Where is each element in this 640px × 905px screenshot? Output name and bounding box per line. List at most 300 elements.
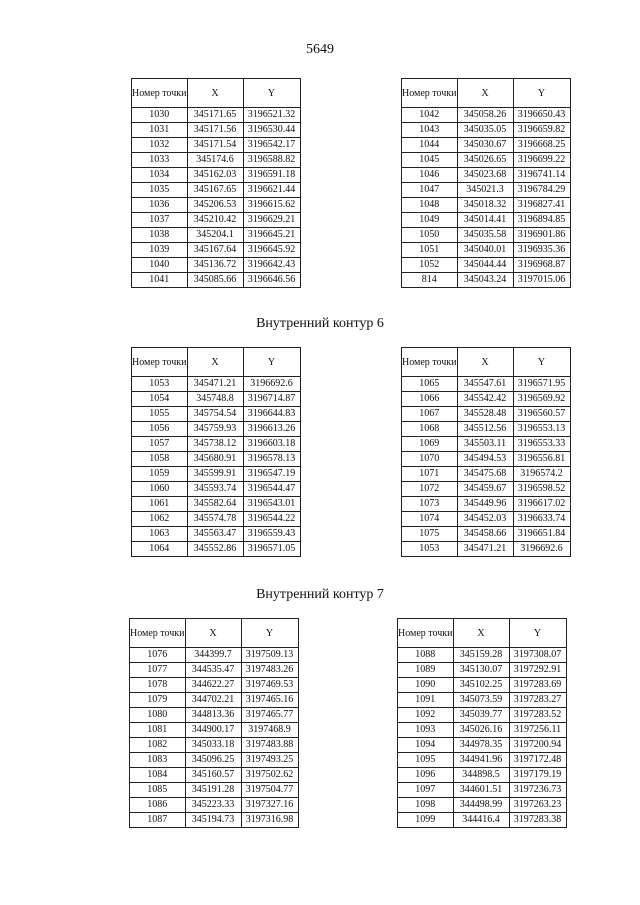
y-cell: 3196668.25 (513, 138, 570, 153)
point-number-cell: 1036 (132, 198, 188, 213)
point-number-cell: 1081 (130, 723, 186, 738)
y-cell: 3196617.02 (513, 497, 570, 512)
table-row (132, 153, 301, 168)
point-number-cell: 1046 (402, 168, 458, 183)
point-number-cell: 1060 (132, 482, 188, 497)
table-row (132, 467, 301, 482)
header-x: X (453, 619, 509, 648)
y-cell: 3196556.81 (513, 452, 570, 467)
table-row (402, 467, 571, 482)
x-cell: 345471.21 (187, 377, 243, 392)
header-y: Y (243, 348, 300, 377)
header-y: Y (241, 619, 298, 648)
table-row (130, 783, 299, 798)
point-number-cell: 1093 (398, 723, 454, 738)
header-point-number: Номер точки (398, 619, 454, 648)
y-cell: 3196574.2 (513, 467, 570, 482)
y-cell: 3197283.69 (509, 678, 566, 693)
point-number-cell: 1033 (132, 153, 188, 168)
table-row (132, 108, 301, 123)
x-cell: 345167.64 (187, 243, 243, 258)
point-number-cell: 1075 (402, 527, 458, 542)
point-number-cell: 1061 (132, 497, 188, 512)
table-row (402, 123, 571, 138)
x-cell: 345547.61 (457, 377, 513, 392)
table-row (130, 768, 299, 783)
x-cell: 345130.07 (453, 663, 509, 678)
table-row (132, 258, 301, 273)
x-cell: 345171.56 (187, 123, 243, 138)
x-cell: 345160.57 (185, 768, 241, 783)
x-cell: 344898.5 (453, 768, 509, 783)
coordinate-table (131, 347, 301, 557)
point-number-cell: 1073 (402, 497, 458, 512)
table-row (130, 813, 299, 828)
point-number-cell: 1049 (402, 213, 458, 228)
y-cell: 3196547.19 (243, 467, 300, 482)
header-x: X (457, 348, 513, 377)
page-number: 5649 (306, 42, 334, 57)
header-y: Y (243, 79, 300, 108)
point-number-cell: 1090 (398, 678, 454, 693)
x-cell: 345748.8 (187, 392, 243, 407)
x-cell: 344978.35 (453, 738, 509, 753)
point-number-cell: 1083 (130, 753, 186, 768)
y-cell: 3196530.44 (243, 123, 300, 138)
x-cell: 345542.42 (457, 392, 513, 407)
table-row (130, 723, 299, 738)
table-row (132, 497, 301, 512)
y-cell: 3196633.74 (513, 512, 570, 527)
x-cell: 345599.91 (187, 467, 243, 482)
point-number-cell: 1074 (402, 512, 458, 527)
coordinate-table (397, 618, 567, 828)
x-cell: 345159.28 (453, 648, 509, 663)
y-cell: 3197236.73 (509, 783, 566, 798)
table-header-row (130, 619, 299, 648)
x-cell: 344535.47 (185, 663, 241, 678)
table-row (402, 243, 571, 258)
point-number-cell: 1042 (402, 108, 458, 123)
header-x: X (187, 79, 243, 108)
y-cell: 3197493.25 (241, 753, 298, 768)
x-cell: 345452.03 (457, 512, 513, 527)
x-cell: 345503.11 (457, 437, 513, 452)
table-row (130, 693, 299, 708)
x-cell: 345136.72 (187, 258, 243, 273)
table-row (402, 497, 571, 512)
y-cell: 3196659.82 (513, 123, 570, 138)
table-row (402, 213, 571, 228)
point-number-cell: 1043 (402, 123, 458, 138)
y-cell: 3196894.85 (513, 213, 570, 228)
table-row (398, 723, 567, 738)
table-row (402, 482, 571, 497)
x-cell: 345458.66 (457, 527, 513, 542)
y-cell: 3196559.43 (243, 527, 300, 542)
table-row (132, 422, 301, 437)
y-cell: 3196645.92 (243, 243, 300, 258)
y-cell: 3196569.92 (513, 392, 570, 407)
table-row (402, 168, 571, 183)
table-row (398, 753, 567, 768)
x-cell: 345085.66 (187, 273, 243, 288)
point-number-cell: 1096 (398, 768, 454, 783)
y-cell: 3197200.94 (509, 738, 566, 753)
point-number-cell: 1038 (132, 228, 188, 243)
point-number-cell: 1098 (398, 798, 454, 813)
y-cell: 3196741.14 (513, 168, 570, 183)
y-cell: 3197316.98 (241, 813, 298, 828)
y-cell: 3197283.38 (509, 813, 566, 828)
x-cell: 344702.21 (185, 693, 241, 708)
y-cell: 3196646.56 (243, 273, 300, 288)
header-point-number: Номер точки (132, 348, 188, 377)
point-number-cell: 1044 (402, 138, 458, 153)
point-number-cell: 1069 (402, 437, 458, 452)
y-cell: 3196613.26 (243, 422, 300, 437)
table-row (402, 377, 571, 392)
y-cell: 3197292.91 (509, 663, 566, 678)
x-cell: 345552.86 (187, 542, 243, 557)
x-cell: 345073.59 (453, 693, 509, 708)
y-cell: 3196645.21 (243, 228, 300, 243)
point-number-cell: 1052 (402, 258, 458, 273)
y-cell: 3196578.13 (243, 452, 300, 467)
header-x: X (457, 79, 513, 108)
coordinate-table (131, 78, 301, 288)
y-cell: 3197504.77 (241, 783, 298, 798)
x-cell: 345026.65 (457, 153, 513, 168)
x-cell: 345738.12 (187, 437, 243, 452)
table-row (402, 183, 571, 198)
x-cell: 344498.99 (453, 798, 509, 813)
table-row (398, 813, 567, 828)
x-cell: 345593.74 (187, 482, 243, 497)
table-row (132, 273, 301, 288)
x-cell: 345754.54 (187, 407, 243, 422)
table-row (132, 392, 301, 407)
section-title-contour-7: Внутренний контур 7 (256, 587, 384, 602)
y-cell: 3196521.32 (243, 108, 300, 123)
header-y: Y (509, 619, 566, 648)
point-number-cell: 1037 (132, 213, 188, 228)
x-cell: 345563.47 (187, 527, 243, 542)
point-number-cell: 1084 (130, 768, 186, 783)
y-cell: 3196621.44 (243, 183, 300, 198)
x-cell: 345223.33 (185, 798, 241, 813)
table-row (132, 168, 301, 183)
point-number-cell: 1099 (398, 813, 454, 828)
x-cell: 344813.36 (185, 708, 241, 723)
point-number-cell: 1053 (402, 542, 458, 557)
point-number-cell: 1063 (132, 527, 188, 542)
table-header-row (398, 619, 567, 648)
x-cell: 344399.7 (185, 648, 241, 663)
point-number-cell: 1094 (398, 738, 454, 753)
point-number-cell: 1072 (402, 482, 458, 497)
y-cell: 3196588.82 (243, 153, 300, 168)
y-cell: 3196642.43 (243, 258, 300, 273)
y-cell: 3196591.18 (243, 168, 300, 183)
x-cell: 345512.56 (457, 422, 513, 437)
y-cell: 3196699.22 (513, 153, 570, 168)
y-cell: 3197256.11 (509, 723, 566, 738)
y-cell: 3197172.48 (509, 753, 566, 768)
point-number-cell: 1071 (402, 467, 458, 482)
point-number-cell: 1062 (132, 512, 188, 527)
table-row (402, 228, 571, 243)
table-row (402, 258, 571, 273)
y-cell: 3197468.9 (241, 723, 298, 738)
x-cell: 345035.58 (457, 228, 513, 243)
x-cell: 345018.32 (457, 198, 513, 213)
x-cell: 344416.4 (453, 813, 509, 828)
point-number-cell: 1039 (132, 243, 188, 258)
x-cell: 345023.68 (457, 168, 513, 183)
section-title-contour-6: Внутренний контур 6 (256, 316, 384, 331)
y-cell: 3196901.86 (513, 228, 570, 243)
point-number-cell: 1040 (132, 258, 188, 273)
y-cell: 3197283.27 (509, 693, 566, 708)
point-number-cell: 1079 (130, 693, 186, 708)
x-cell: 345021.3 (457, 183, 513, 198)
header-y: Y (513, 79, 570, 108)
y-cell: 3196542.17 (243, 138, 300, 153)
table-row (130, 738, 299, 753)
point-number-cell: 1078 (130, 678, 186, 693)
point-number-cell: 1066 (402, 392, 458, 407)
table-row (132, 243, 301, 258)
point-number-cell: 1031 (132, 123, 188, 138)
header-point-number: Номер точки (130, 619, 186, 648)
point-number-cell: 1091 (398, 693, 454, 708)
table-row (402, 392, 571, 407)
point-number-cell: 1070 (402, 452, 458, 467)
header-x: X (187, 348, 243, 377)
y-cell: 3197483.26 (241, 663, 298, 678)
table-row (398, 768, 567, 783)
table-row (130, 708, 299, 723)
table-row (398, 693, 567, 708)
table-row (402, 542, 571, 557)
point-number-cell: 1097 (398, 783, 454, 798)
table-row (132, 138, 301, 153)
x-cell: 345459.67 (457, 482, 513, 497)
table-row (132, 407, 301, 422)
y-cell: 3196553.13 (513, 422, 570, 437)
point-number-cell: 1064 (132, 542, 188, 557)
x-cell: 345039.77 (453, 708, 509, 723)
table-row (132, 213, 301, 228)
point-number-cell: 1068 (402, 422, 458, 437)
coordinate-table (401, 78, 571, 288)
table-row (130, 663, 299, 678)
table-header-row (402, 79, 571, 108)
table-row (402, 527, 571, 542)
y-cell: 3196615.62 (243, 198, 300, 213)
point-number-cell: 1065 (402, 377, 458, 392)
table-row (132, 527, 301, 542)
y-cell: 3196560.57 (513, 407, 570, 422)
point-number-cell: 1034 (132, 168, 188, 183)
point-number-cell: 1055 (132, 407, 188, 422)
point-number-cell: 1053 (132, 377, 188, 392)
y-cell: 3197465.77 (241, 708, 298, 723)
y-cell: 3196603.18 (243, 437, 300, 452)
y-cell: 3196598.52 (513, 482, 570, 497)
y-cell: 3197015.06 (513, 273, 570, 288)
table-row (132, 512, 301, 527)
table-row (402, 452, 571, 467)
table-row (402, 437, 571, 452)
table-row (402, 512, 571, 527)
point-number-cell: 1076 (130, 648, 186, 663)
x-cell: 345102.25 (453, 678, 509, 693)
table-row (132, 123, 301, 138)
point-number-cell: 1082 (130, 738, 186, 753)
table-row (132, 542, 301, 557)
y-cell: 3196784.29 (513, 183, 570, 198)
y-cell: 3197283.52 (509, 708, 566, 723)
x-cell: 344622.27 (185, 678, 241, 693)
coordinate-table (401, 347, 571, 557)
point-number-cell: 1085 (130, 783, 186, 798)
point-number-cell: 1056 (132, 422, 188, 437)
x-cell: 345033.18 (185, 738, 241, 753)
point-number-cell: 1058 (132, 452, 188, 467)
table-row (402, 407, 571, 422)
table-row (132, 452, 301, 467)
table-row (130, 798, 299, 813)
x-cell: 345759.93 (187, 422, 243, 437)
x-cell: 345026.16 (453, 723, 509, 738)
x-cell: 345058.26 (457, 108, 513, 123)
y-cell: 3197465.16 (241, 693, 298, 708)
x-cell: 345206.53 (187, 198, 243, 213)
table-row (398, 663, 567, 678)
header-point-number: Номер точки (132, 79, 188, 108)
y-cell: 3196543.01 (243, 497, 300, 512)
table-row (398, 708, 567, 723)
table-header-row (132, 348, 301, 377)
table-row (402, 422, 571, 437)
table-row (402, 273, 571, 288)
y-cell: 3197327.16 (241, 798, 298, 813)
table-row (398, 798, 567, 813)
x-cell: 345204.1 (187, 228, 243, 243)
table-header-row (402, 348, 571, 377)
point-number-cell: 1077 (130, 663, 186, 678)
table-row (132, 228, 301, 243)
x-cell: 345171.65 (187, 108, 243, 123)
table-row (402, 153, 571, 168)
table-row (132, 377, 301, 392)
table-row (132, 183, 301, 198)
table-row (130, 648, 299, 663)
y-cell: 3196544.22 (243, 512, 300, 527)
point-number-cell: 1089 (398, 663, 454, 678)
y-cell: 3196571.95 (513, 377, 570, 392)
x-cell: 344941.96 (453, 753, 509, 768)
point-number-cell: 1092 (398, 708, 454, 723)
x-cell: 344900.17 (185, 723, 241, 738)
x-cell: 345210.42 (187, 213, 243, 228)
header-point-number: Номер точки (402, 79, 458, 108)
y-cell: 3196553.33 (513, 437, 570, 452)
point-number-cell: 1041 (132, 273, 188, 288)
x-cell: 345494.53 (457, 452, 513, 467)
y-cell: 3196629.21 (243, 213, 300, 228)
table-row (130, 678, 299, 693)
x-cell: 345191.28 (185, 783, 241, 798)
table-row (398, 648, 567, 663)
point-number-cell: 1087 (130, 813, 186, 828)
y-cell: 3197263.23 (509, 798, 566, 813)
x-cell: 345044.44 (457, 258, 513, 273)
y-cell: 3196644.83 (243, 407, 300, 422)
y-cell: 3196571.05 (243, 542, 300, 557)
point-number-cell: 1067 (402, 407, 458, 422)
x-cell: 345040.01 (457, 243, 513, 258)
point-number-cell: 1048 (402, 198, 458, 213)
table-row (398, 678, 567, 693)
x-cell: 345582.64 (187, 497, 243, 512)
point-number-cell: 1032 (132, 138, 188, 153)
table-row (132, 437, 301, 452)
y-cell: 3196968.87 (513, 258, 570, 273)
x-cell: 345475.68 (457, 467, 513, 482)
point-number-cell: 1095 (398, 753, 454, 768)
point-number-cell: 1059 (132, 467, 188, 482)
table-row (132, 482, 301, 497)
y-cell: 3197483.88 (241, 738, 298, 753)
x-cell: 345471.21 (457, 542, 513, 557)
x-cell: 345167.65 (187, 183, 243, 198)
y-cell: 3196935.36 (513, 243, 570, 258)
x-cell: 345043.24 (457, 273, 513, 288)
x-cell: 344601.51 (453, 783, 509, 798)
y-cell: 3197308.07 (509, 648, 566, 663)
point-number-cell: 1054 (132, 392, 188, 407)
table-row (398, 783, 567, 798)
x-cell: 345014.41 (457, 213, 513, 228)
y-cell: 3197179.19 (509, 768, 566, 783)
y-cell: 3197469.53 (241, 678, 298, 693)
point-number-cell: 1088 (398, 648, 454, 663)
x-cell: 345449.96 (457, 497, 513, 512)
y-cell: 3196650.43 (513, 108, 570, 123)
point-number-cell: 814 (402, 273, 458, 288)
x-cell: 345574.78 (187, 512, 243, 527)
x-cell: 345171.54 (187, 138, 243, 153)
point-number-cell: 1050 (402, 228, 458, 243)
x-cell: 345035.05 (457, 123, 513, 138)
point-number-cell: 1080 (130, 708, 186, 723)
point-number-cell: 1045 (402, 153, 458, 168)
point-number-cell: 1035 (132, 183, 188, 198)
y-cell: 3196651.84 (513, 527, 570, 542)
x-cell: 345030.67 (457, 138, 513, 153)
table-row (398, 738, 567, 753)
x-cell: 345194.73 (185, 813, 241, 828)
table-row (402, 108, 571, 123)
x-cell: 345096.25 (185, 753, 241, 768)
header-x: X (185, 619, 241, 648)
x-cell: 345528.48 (457, 407, 513, 422)
header-point-number: Номер точки (402, 348, 458, 377)
table-row (402, 198, 571, 213)
